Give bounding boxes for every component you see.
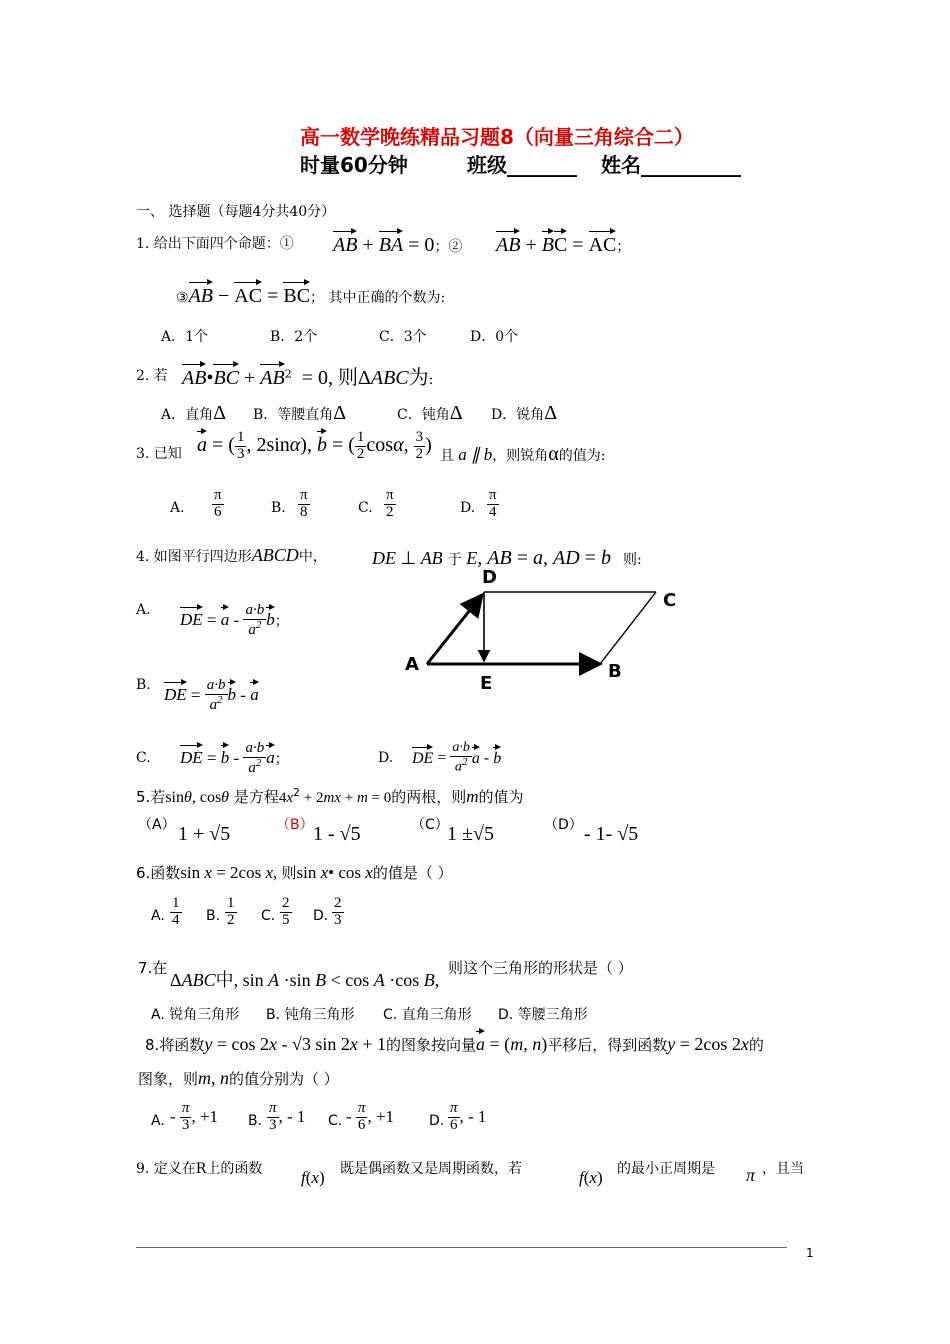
q6-option-c-value: $\frac{2}{5}$ [282, 895, 290, 928]
q3-option-d: D. [460, 500, 476, 516]
q7-option-a: A. 锐角三角形 [151, 1007, 240, 1023]
q5-option-a-value: 1 + √5 [178, 823, 231, 845]
class-field: 班级_______ [467, 153, 577, 177]
q8-option-a-value: - $\frac{\pi}{3}$ , +1 [170, 1100, 219, 1133]
q7-option-c: C. 直角三角形 [383, 1007, 472, 1023]
q2-option-a: A．直角Δ [161, 402, 226, 424]
q2-option-c: C．钝角Δ [397, 402, 463, 424]
q9-fx-2: f(x) [579, 1168, 603, 1187]
q1-formula-2: AB + BC = AC； [496, 234, 631, 256]
name-field: 姓名__________ [601, 153, 741, 177]
figure-label-a: A [405, 654, 419, 675]
q3-option-c-value: $\frac{\pi}{2}$ [386, 487, 394, 520]
vector-ad [427, 595, 482, 664]
section-heading: 一、 选择题（每题4分共40分） [136, 204, 336, 220]
q3-option-b: B. [271, 500, 286, 516]
q5-option-b: （B） [276, 817, 314, 833]
q2-prefix: 2. 若 [136, 368, 168, 384]
q6-option-a-value: $\frac{1}{4}$ [172, 895, 180, 928]
q3-option-c: C. [358, 500, 373, 516]
q1-option-c: C．3个 [379, 329, 427, 345]
q6-option-d-value: $\frac{2}{3}$ [334, 895, 342, 928]
q8-option-a: A. [151, 1113, 165, 1129]
q7-option-b: B. 钝角三角形 [266, 1007, 355, 1023]
figure-label-b: B [608, 661, 622, 682]
q3-option-d-value: $\frac{\pi}{4}$ [489, 487, 497, 520]
time-limit: 时量60分钟 [300, 153, 408, 177]
parallelogram-figure [400, 565, 690, 695]
q4-option-c: C. [136, 750, 151, 766]
q3-formula: a = ( $\frac{1}{3}$ , 2sinα), b = ( $\frac{1}{2}$ cosα, $\frac{3}{2}$ ) [197, 429, 432, 462]
q5-option-d: （D） [544, 817, 583, 833]
figure-label-d: D [482, 567, 497, 588]
footer-divider [136, 1247, 787, 1248]
q8-option-b-value: $\frac{\pi}{3}$ , - 1 [269, 1100, 306, 1133]
q9-suffix: ，且当 [762, 1161, 804, 1177]
q4-condition: DE ⊥ AB 于 E, AB = a, AD = b 则: [372, 547, 642, 569]
q2-option-b: B．等腰直角Δ [253, 402, 347, 424]
q8-line1: 8.将函数y = cos 2x - √3 sin 2x + 1的图象按向量a = (m, n)平移后，得到函数y = 2cos 2x的 [145, 1034, 764, 1054]
q3-prefix: 3. 已知 [136, 446, 182, 462]
edge-cb [600, 592, 656, 664]
q5-option-c-value: 1 ±√5 [447, 823, 494, 845]
q1-option-a: A．1个 [161, 329, 209, 345]
q4-option-a-formula: DE = a - $\frac{a\cdot b}{a^2}$ b； [180, 602, 289, 638]
q4-option-d: D. [378, 750, 394, 766]
q9-mid: 既是偶函数又是周期函数，若 [340, 1161, 522, 1177]
q8-option-b: B. [248, 1113, 263, 1129]
q5-option-d-value: - 1- √5 [584, 823, 639, 845]
page-number: 1 [806, 1246, 814, 1260]
q4-option-b-formula: DE = $\frac{a\cdot b}{a^2}$ b - a [164, 677, 259, 713]
q9-pi: π [746, 1165, 756, 1185]
q1-text: 1. 给出下面四个命题：① [136, 236, 294, 252]
q6-option-b: B. [206, 908, 221, 924]
q1-formula-3: ③AB − AC = BC； 其中正确的个数为: [176, 285, 446, 307]
q9-fx-1: f(x) [301, 1168, 325, 1187]
q1-option-d: D．0个 [470, 329, 519, 345]
q3-option-a-value: $\frac{\pi}{6}$ [214, 487, 222, 520]
q8-line2: 图象，则m, n的值分别为（ ） [138, 1068, 339, 1088]
q4-prefix: 4. 如图平行四边形ABCD中， [136, 545, 327, 565]
q2-formula: AB•BC + $AB^2 = 0$, 则ΔABC为: [182, 367, 434, 389]
figure-label-c: C [663, 590, 677, 611]
q6-text: 6.函数sin x = 2cos x, 则sin x• cos x的值是（ ） [136, 863, 453, 882]
q8-option-c: C. [328, 1113, 343, 1129]
q7-formula: ΔABC中, sin A ·sin B < cos A ·cos B, [170, 970, 440, 990]
q4-option-a: A. [136, 602, 151, 618]
q7-prefix: 7.在 [138, 959, 168, 977]
q3-mid: 且 a ∥ b，则锐角α的值为: [440, 443, 606, 465]
q7-suffix: 则这个三角形的形状是（ ） [448, 959, 633, 977]
q3-option-a: A. [170, 500, 185, 516]
q4-option-d-formula: DE = $\frac{a\cdot b}{a^2}$ a - b [412, 740, 502, 775]
q5-option-c: （C） [411, 817, 449, 833]
q9-mid2: 的最小正周期是 [617, 1161, 715, 1177]
figure-label-e: E [480, 673, 493, 694]
q8-option-d: D. [429, 1113, 445, 1129]
q5-text: 5.若sinθ, cosθ 是方程$4x^2 + 2mx + m = 0$的两根，则m的值为 [136, 786, 524, 806]
page-title: 高一数学晚练精品习题8（向量三角综合二） [300, 125, 694, 149]
q8-option-c-value: - $\frac{\pi}{6}$ , +1 [346, 1100, 395, 1133]
q9-prefix: 9. 定义在R上的函数 [136, 1161, 263, 1177]
q8-option-d-value: $\frac{\pi}{6}$ , - 1 [450, 1100, 487, 1133]
q6-option-b-value: $\frac{1}{2}$ [227, 895, 235, 928]
q6-option-a: A. [151, 908, 165, 924]
q1-formula-1: AB + BA = 0；② [333, 234, 463, 256]
q1-option-b: B．2个 [270, 329, 318, 345]
q3-option-b-value: $\frac{\pi}{8}$ [300, 487, 308, 520]
q6-option-c: C. [261, 908, 276, 924]
q5-option-a: （A） [138, 817, 176, 833]
q4-option-c-formula: DE = b - $\frac{a\cdot b}{a^2}$ a； [180, 740, 289, 776]
q6-option-d: D. [313, 908, 329, 924]
q5-option-b-value: 1 - √5 [313, 823, 361, 845]
q7-option-d: D. 等腰三角形 [498, 1007, 588, 1023]
q4-option-b: B. [136, 677, 151, 693]
q2-option-d: D．锐角Δ [491, 402, 558, 424]
